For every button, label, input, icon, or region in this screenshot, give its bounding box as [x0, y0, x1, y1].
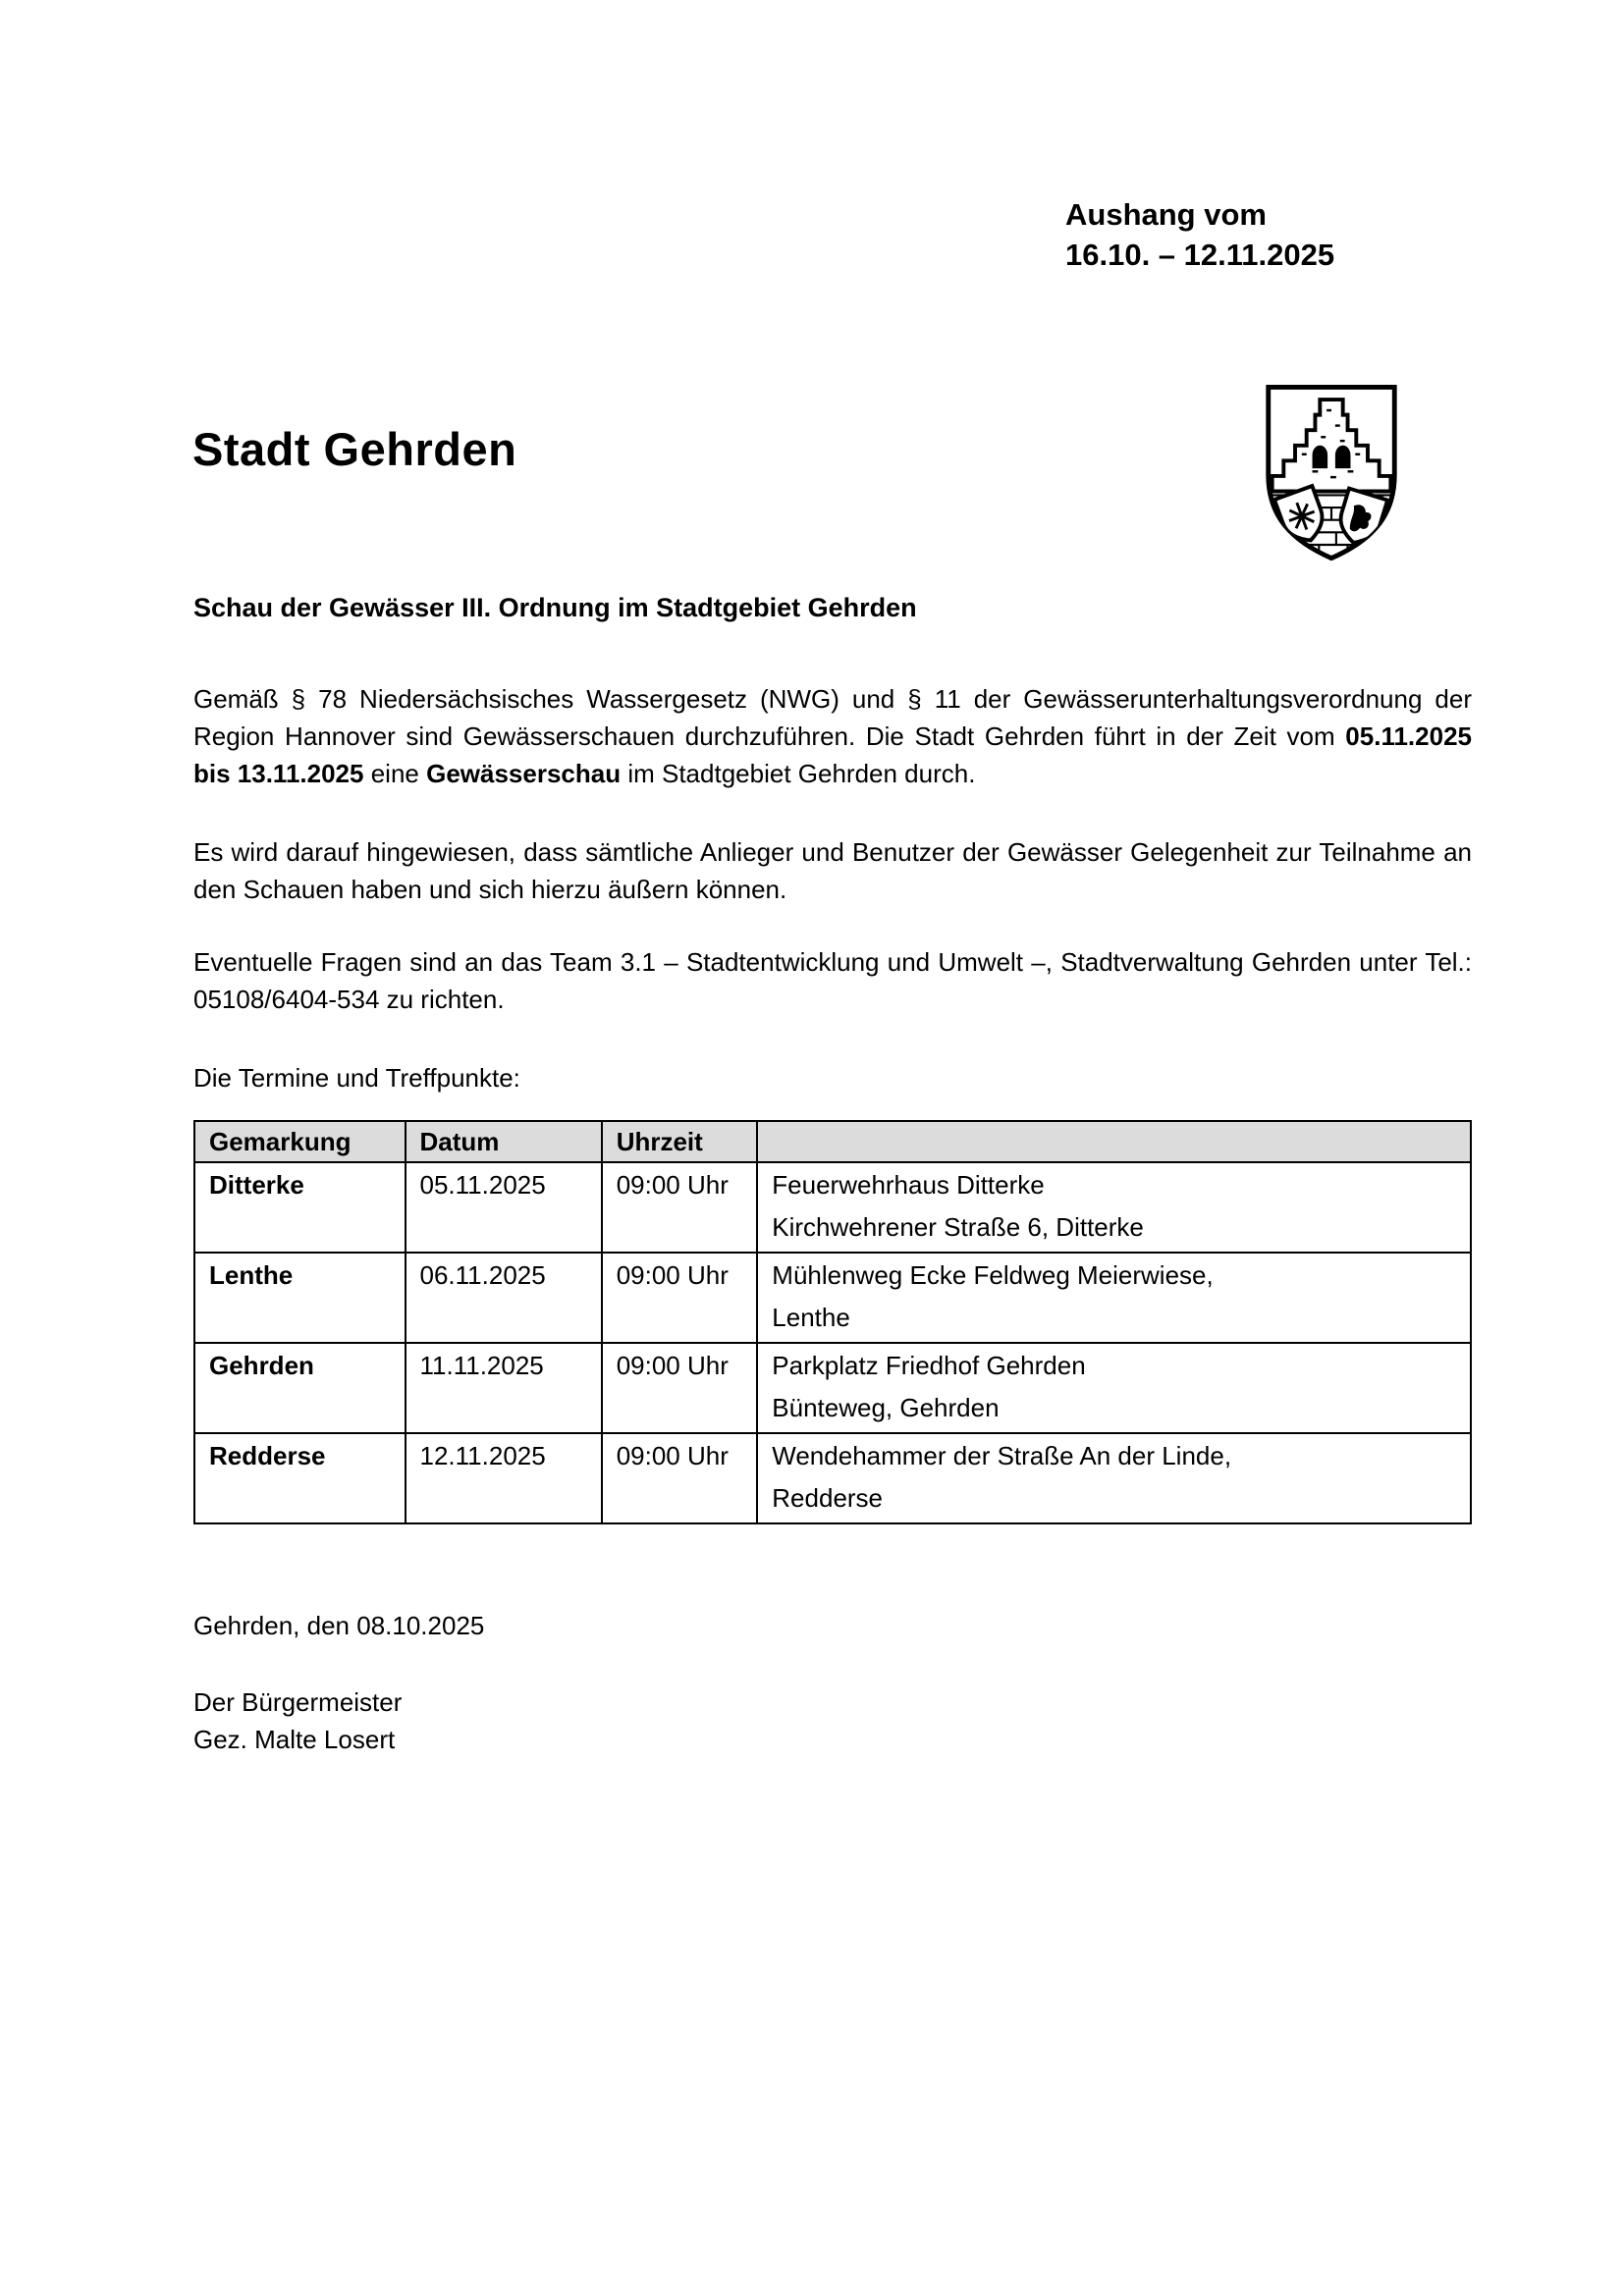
text-segment: 05.11.2025 bis 13.11.2025 — [193, 721, 1472, 788]
cell-gemarkung: Redderse — [194, 1433, 406, 1523]
text-segment: Gemäß § 78 Niedersächsisches Wassergesetz (NWG) und § 11 der Gewässerunterhaltungsverordnung der Region Hannover sind Gewässerschauen durchzuführen. Die Stadt Gehrden führt in der Zeit vom — [193, 684, 1472, 751]
table-row — [194, 1343, 1471, 1433]
treffpunkt-line: Parkplatz Friedhof Gehrden — [772, 1351, 1086, 1380]
cell-treffpunkt — [757, 1253, 1471, 1343]
cell-uhrzeit: 09:00 Uhr — [602, 1162, 758, 1253]
treffpunkt-line: Bünteweg, Gehrden — [772, 1393, 1000, 1422]
column-header: Uhrzeit — [602, 1121, 758, 1162]
paragraph-notice: Es wird darauf hingewiesen, dass sämtliche Anlieger und Benutzer der Gewässer Gelegenheit zur Teilnahme an den Schauen haben und sich hierzu äußern können. — [193, 837, 1472, 904]
table-row — [194, 1162, 1471, 1253]
cell-uhrzeit: 09:00 Uhr — [602, 1343, 758, 1433]
table-row — [194, 1253, 1471, 1343]
column-header — [757, 1121, 1471, 1162]
signature-name: Gez. Malte Losert — [193, 1725, 396, 1754]
treffpunkt-line: Kirchwehrener Straße 6, Ditterke — [772, 1212, 1144, 1242]
place-date: Gehrden, den 08.10.2025 — [193, 1611, 485, 1640]
treffpunkt-line: Redderse — [772, 1483, 884, 1513]
treffpunkt-line: Lenthe — [772, 1303, 850, 1332]
cell-treffpunkt — [757, 1162, 1471, 1253]
text-segment: im Stadtgebiet Gehrden durch. — [621, 759, 976, 788]
cell-gemarkung: Ditterke — [194, 1162, 406, 1253]
cell-datum: 06.11.2025 — [406, 1253, 602, 1343]
treffpunkt-line: Feuerwehrhaus Ditterke — [772, 1170, 1045, 1200]
column-header: Gemarkung — [194, 1121, 406, 1162]
schedule-table — [193, 1120, 1472, 1524]
paragraph-legal — [193, 680, 1472, 792]
posting-period — [1065, 194, 1334, 275]
cell-datum: 11.11.2025 — [406, 1343, 602, 1433]
cell-treffpunkt — [757, 1433, 1471, 1523]
cell-treffpunkt — [757, 1343, 1471, 1433]
text-segment: Gewässerschau — [426, 759, 622, 788]
treffpunkt-line: Mühlenweg Ecke Feldweg Meierwiese, — [772, 1260, 1214, 1290]
text-segment: eine — [363, 759, 427, 788]
posting-period-label: Aushang vom — [1065, 197, 1267, 232]
table-row — [194, 1433, 1471, 1523]
subject-heading: Schau der Gewässer III. Ordnung im Stadtgebiet Gehrden — [193, 593, 917, 622]
document-body — [193, 593, 1472, 1758]
signature-role: Der Bürgermeister — [193, 1687, 403, 1717]
cell-gemarkung: Gehrden — [194, 1343, 406, 1433]
paragraph-schedule-intro: Die Termine und Treffpunkte: — [193, 1063, 520, 1093]
column-header: Datum — [406, 1121, 602, 1162]
page-title: Stadt Gehrden — [192, 423, 517, 475]
gehrden-coat-of-arms-icon — [1260, 381, 1403, 565]
cell-uhrzeit: 09:00 Uhr — [602, 1433, 758, 1523]
posting-period-dates: 16.10. – 12.11.2025 — [1065, 238, 1335, 272]
cell-uhrzeit: 09:00 Uhr — [602, 1253, 758, 1343]
treffpunkt-line: Wendehammer der Straße An der Linde, — [772, 1441, 1232, 1470]
paragraph-contact: Eventuelle Fragen sind an das Team 3.1 – Stadtentwicklung und Umwelt –, Stadtverwaltung Gehrden unter Tel.: 05108/6404-534 zu richten. — [193, 947, 1472, 1014]
table-header-row — [194, 1121, 1471, 1162]
cell-datum: 05.11.2025 — [406, 1162, 602, 1253]
cell-gemarkung: Lenthe — [194, 1253, 406, 1343]
cell-datum: 12.11.2025 — [406, 1433, 602, 1523]
signature-block — [193, 1683, 1472, 1758]
